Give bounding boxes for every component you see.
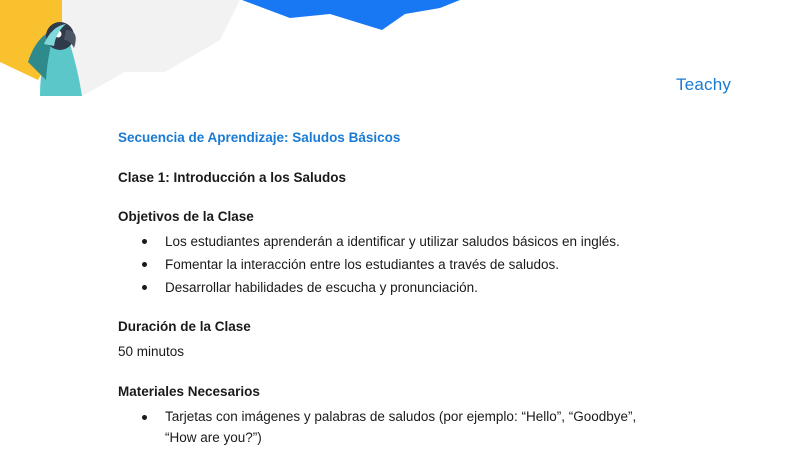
list-item: Fomentar la interacción entre los estudiantes a través de saludos. bbox=[118, 253, 620, 276]
list-item: Tarjetas con imágenes y palabras de saludos (por ejemplo: “Hello”, “Goodbye”, “How are you?”) bbox=[118, 406, 665, 448]
list-item: Desarrollar habilidades de escucha y pronunciación. bbox=[118, 276, 620, 299]
section-heading-objetivos: Objetivos de la Clase bbox=[118, 209, 254, 224]
grey-shape bbox=[60, 0, 240, 96]
document-title: Secuencia de Aprendizaje: Saludos Básicos bbox=[118, 130, 401, 145]
class-heading: Clase 1: Introducción a los Saludos bbox=[118, 170, 347, 185]
section-heading-materiales: Materiales Necesarios bbox=[118, 384, 260, 399]
section-heading-duracion: Duración de la Clase bbox=[118, 319, 251, 334]
materiales-list bbox=[118, 406, 665, 448]
blue-shape bbox=[242, 0, 460, 30]
objetivos-list bbox=[118, 230, 620, 299]
duracion-text: 50 minutos bbox=[118, 344, 185, 359]
brand-logo-text: Teachy bbox=[676, 75, 732, 94]
list-item: Los estudiantes aprenderán a identificar y utilizar saludos básicos en inglés. bbox=[118, 230, 620, 253]
